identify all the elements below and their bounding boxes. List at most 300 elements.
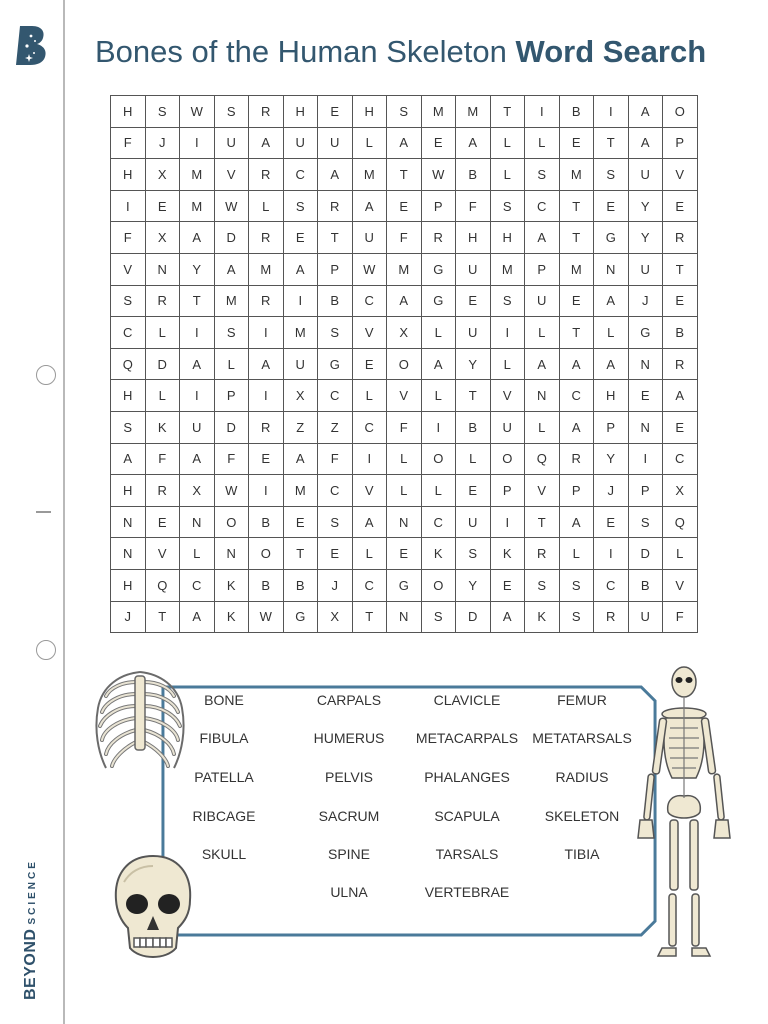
word-list-item: METACARPALS [415, 730, 519, 746]
grid-cell[interactable]: L [490, 127, 525, 159]
grid-cell[interactable]: R [421, 222, 456, 254]
grid-cell[interactable]: T [490, 96, 525, 128]
grid-cell[interactable]: R [249, 96, 284, 128]
binder-hole [36, 640, 56, 660]
grid-cell[interactable]: D [214, 222, 249, 254]
grid-cell[interactable]: E [387, 538, 422, 570]
grid-cell[interactable]: O [663, 96, 698, 128]
grid-cell[interactable]: U [214, 127, 249, 159]
grid-cell[interactable]: B [663, 317, 698, 349]
grid-cell[interactable]: E [421, 127, 456, 159]
grid-cell[interactable]: I [111, 190, 146, 222]
grid-cell[interactable]: G [283, 601, 318, 633]
grid-cell[interactable]: M [180, 190, 215, 222]
grid-cell[interactable]: A [628, 127, 663, 159]
grid-cell[interactable]: F [214, 443, 249, 475]
grid-cell[interactable]: A [352, 506, 387, 538]
grid-cell[interactable]: W [214, 190, 249, 222]
grid-cell[interactable]: E [594, 506, 629, 538]
grid-cell[interactable]: N [145, 253, 180, 285]
grid-cell[interactable]: O [387, 348, 422, 380]
grid-cell[interactable]: V [352, 475, 387, 507]
grid-cell[interactable]: B [249, 506, 284, 538]
grid-cell[interactable]: F [663, 601, 698, 633]
grid-cell[interactable]: F [318, 443, 353, 475]
grid-cell[interactable]: E [663, 285, 698, 317]
grid-cell[interactable]: K [490, 538, 525, 570]
grid-cell[interactable]: E [559, 127, 594, 159]
grid-cell[interactable]: O [490, 443, 525, 475]
grid-cell[interactable]: L [387, 443, 422, 475]
grid-cell[interactable]: B [318, 285, 353, 317]
grid-cell[interactable]: D [456, 601, 491, 633]
grid-cell[interactable]: A [525, 222, 560, 254]
grid-cell[interactable]: T [387, 159, 422, 191]
grid-cell[interactable]: J [318, 569, 353, 601]
grid-cell[interactable]: P [214, 380, 249, 412]
grid-cell[interactable]: H [111, 475, 146, 507]
grid-cell[interactable]: A [628, 96, 663, 128]
grid-cell[interactable]: A [249, 127, 284, 159]
grid-cell[interactable]: L [352, 380, 387, 412]
grid-cell[interactable]: I [490, 506, 525, 538]
grid-cell[interactable]: A [283, 253, 318, 285]
grid-cell[interactable]: C [318, 475, 353, 507]
page-title [95, 34, 706, 70]
grid-cell[interactable]: M [283, 475, 318, 507]
grid-cell[interactable]: B [559, 96, 594, 128]
grid-cell[interactable]: V [663, 569, 698, 601]
grid-cell[interactable]: A [456, 127, 491, 159]
grid-cell[interactable]: Y [456, 348, 491, 380]
grid-cell[interactable]: A [318, 159, 353, 191]
grid-cell[interactable]: O [421, 443, 456, 475]
grid-cell[interactable]: A [421, 348, 456, 380]
grid-cell[interactable]: O [214, 506, 249, 538]
grid-cell[interactable]: L [525, 127, 560, 159]
grid-cell[interactable]: X [387, 317, 422, 349]
grid-cell[interactable]: C [594, 569, 629, 601]
grid-cell[interactable]: L [663, 538, 698, 570]
grid-cell[interactable]: S [456, 538, 491, 570]
grid-cell[interactable]: T [352, 601, 387, 633]
grid-cell[interactable]: A [525, 348, 560, 380]
grid-cell[interactable]: L [145, 317, 180, 349]
grid-cell[interactable]: E [663, 190, 698, 222]
grid-cell[interactable]: G [387, 569, 422, 601]
grid-cell[interactable]: G [421, 285, 456, 317]
grid-cell[interactable]: B [456, 411, 491, 443]
grid-cell[interactable]: C [180, 569, 215, 601]
grid-cell[interactable]: N [594, 253, 629, 285]
grid-cell[interactable]: R [145, 475, 180, 507]
word-list-item: SKELETON [544, 808, 620, 824]
grid-cell[interactable]: M [387, 253, 422, 285]
grid-cell[interactable]: S [283, 190, 318, 222]
grid-cell[interactable]: E [387, 190, 422, 222]
grid-cell[interactable]: E [559, 285, 594, 317]
grid-cell[interactable]: X [318, 601, 353, 633]
grid-cell[interactable]: T [180, 285, 215, 317]
grid-cell[interactable]: A [663, 380, 698, 412]
grid-cell[interactable]: Y [594, 443, 629, 475]
grid-cell[interactable]: Y [456, 569, 491, 601]
grid-cell[interactable]: A [180, 222, 215, 254]
grid-cell[interactable]: X [180, 475, 215, 507]
grid-cell[interactable]: A [559, 506, 594, 538]
grid-cell[interactable]: C [663, 443, 698, 475]
grid-cell[interactable]: V [387, 380, 422, 412]
grid-cell[interactable]: P [490, 475, 525, 507]
grid-cell[interactable]: L [594, 317, 629, 349]
grid-cell[interactable]: R [559, 443, 594, 475]
grid-cell[interactable]: C [318, 380, 353, 412]
grid-cell[interactable]: F [456, 190, 491, 222]
grid-cell[interactable]: V [352, 317, 387, 349]
grid-cell[interactable]: M [559, 253, 594, 285]
grid-cell[interactable]: L [352, 127, 387, 159]
grid-cell[interactable]: T [559, 190, 594, 222]
grid-cell[interactable]: H [456, 222, 491, 254]
grid-cell[interactable]: D [145, 348, 180, 380]
grid-cell[interactable]: S [490, 190, 525, 222]
grid-cell[interactable]: U [628, 159, 663, 191]
grid-cell[interactable]: N [525, 380, 560, 412]
grid-row [111, 411, 698, 443]
grid-cell[interactable]: J [111, 601, 146, 633]
grid-cell[interactable]: R [318, 190, 353, 222]
grid-cell[interactable]: C [421, 506, 456, 538]
grid-cell[interactable]: E [663, 411, 698, 443]
grid-cell[interactable]: C [525, 190, 560, 222]
grid-cell[interactable]: K [214, 601, 249, 633]
grid-cell[interactable]: A [387, 127, 422, 159]
grid-cell[interactable]: Y [180, 253, 215, 285]
grid-cell[interactable]: Q [111, 348, 146, 380]
grid-cell[interactable]: R [249, 285, 284, 317]
grid-cell[interactable]: A [249, 348, 284, 380]
grid-cell[interactable]: H [111, 159, 146, 191]
grid-cell[interactable]: P [318, 253, 353, 285]
grid-cell[interactable]: I [180, 317, 215, 349]
grid-cell[interactable]: S [490, 285, 525, 317]
grid-cell[interactable]: Q [525, 443, 560, 475]
grid-cell[interactable]: M [180, 159, 215, 191]
grid-cell[interactable]: O [249, 538, 284, 570]
grid-cell[interactable]: N [628, 348, 663, 380]
grid-cell[interactable]: S [214, 96, 249, 128]
grid-cell[interactable]: S [111, 285, 146, 317]
grid-cell[interactable]: S [594, 159, 629, 191]
grid-cell[interactable]: U [318, 127, 353, 159]
grid-cell[interactable]: J [628, 285, 663, 317]
grid-cell[interactable]: W [421, 159, 456, 191]
grid-cell[interactable]: A [180, 348, 215, 380]
grid-cell[interactable]: C [283, 159, 318, 191]
word-list-item: ULNA [330, 884, 368, 900]
grid-cell[interactable]: A [559, 411, 594, 443]
grid-cell[interactable]: I [490, 317, 525, 349]
grid-cell[interactable]: M [490, 253, 525, 285]
grid-cell[interactable]: L [421, 317, 456, 349]
grid-cell[interactable]: T [318, 222, 353, 254]
grid-cell[interactable]: X [663, 475, 698, 507]
grid-cell[interactable]: L [421, 380, 456, 412]
grid-cell[interactable]: L [387, 475, 422, 507]
grid-cell[interactable]: S [559, 569, 594, 601]
grid-cell[interactable]: U [490, 411, 525, 443]
grid-cell[interactable]: N [214, 538, 249, 570]
grid-cell[interactable]: L [180, 538, 215, 570]
grid-cell[interactable]: V [663, 159, 698, 191]
grid-cell[interactable]: D [628, 538, 663, 570]
grid-cell[interactable]: E [352, 348, 387, 380]
grid-cell[interactable]: P [594, 411, 629, 443]
grid-cell[interactable]: C [559, 380, 594, 412]
grid-cell[interactable]: S [214, 317, 249, 349]
grid-cell[interactable]: H [352, 96, 387, 128]
grid-cell[interactable]: S [525, 159, 560, 191]
grid-cell[interactable]: F [145, 443, 180, 475]
grid-cell[interactable]: I [352, 443, 387, 475]
grid-cell[interactable]: N [387, 506, 422, 538]
grid-cell[interactable]: A [111, 443, 146, 475]
grid-cell[interactable]: Y [628, 222, 663, 254]
grid-cell[interactable]: I [594, 96, 629, 128]
grid-cell[interactable]: I [594, 538, 629, 570]
grid-cell[interactable]: Y [628, 190, 663, 222]
grid-cell[interactable]: I [283, 285, 318, 317]
grid-cell[interactable]: P [525, 253, 560, 285]
grid-cell[interactable]: M [283, 317, 318, 349]
grid-cell[interactable]: R [663, 222, 698, 254]
grid-cell[interactable]: E [628, 380, 663, 412]
grid-cell[interactable]: K [214, 569, 249, 601]
grid-cell[interactable]: Q [663, 506, 698, 538]
grid-cell[interactable]: N [387, 601, 422, 633]
grid-cell[interactable]: M [352, 159, 387, 191]
grid-cell[interactable]: U [628, 601, 663, 633]
grid-cell[interactable]: T [594, 127, 629, 159]
grid-cell[interactable]: U [525, 285, 560, 317]
grid-cell[interactable]: W [180, 96, 215, 128]
grid-cell[interactable]: N [111, 506, 146, 538]
grid-cell[interactable]: A [283, 443, 318, 475]
grid-cell[interactable]: L [490, 159, 525, 191]
word-list-item: SCAPULA [434, 808, 500, 824]
grid-cell[interactable]: R [249, 222, 284, 254]
grid-cell[interactable]: U [283, 348, 318, 380]
grid-cell[interactable]: C [352, 569, 387, 601]
grid-cell[interactable]: F [387, 411, 422, 443]
grid-cell[interactable]: K [525, 601, 560, 633]
grid-cell[interactable]: A [387, 285, 422, 317]
grid-cell[interactable]: L [145, 380, 180, 412]
grid-cell[interactable]: V [111, 253, 146, 285]
grid-cell[interactable]: T [559, 317, 594, 349]
grid-cell[interactable]: S [525, 569, 560, 601]
grid-cell[interactable]: K [145, 411, 180, 443]
grid-cell[interactable]: E [249, 443, 284, 475]
grid-cell[interactable]: U [352, 222, 387, 254]
grid-cell[interactable]: N [111, 538, 146, 570]
grid-cell[interactable]: C [352, 411, 387, 443]
grid-cell[interactable]: U [456, 253, 491, 285]
grid-cell[interactable]: H [283, 96, 318, 128]
grid-cell[interactable]: N [628, 411, 663, 443]
grid-cell[interactable]: L [249, 190, 284, 222]
grid-cell[interactable]: U [180, 411, 215, 443]
brand-main: BEYOND [22, 928, 39, 1000]
grid-cell[interactable]: S [145, 96, 180, 128]
grid-cell[interactable]: W [214, 475, 249, 507]
grid-cell[interactable]: H [111, 569, 146, 601]
grid-cell[interactable]: R [145, 285, 180, 317]
grid-cell[interactable]: E [145, 506, 180, 538]
grid-cell[interactable]: S [559, 601, 594, 633]
grid-cell[interactable]: T [145, 601, 180, 633]
grid-cell[interactable]: E [594, 190, 629, 222]
grid-cell[interactable]: W [249, 601, 284, 633]
grid-cell[interactable]: G [628, 317, 663, 349]
grid-cell[interactable]: I [249, 475, 284, 507]
grid-cell[interactable]: S [318, 506, 353, 538]
grid-cell[interactable]: W [352, 253, 387, 285]
grid-cell[interactable]: L [525, 411, 560, 443]
grid-cell[interactable]: H [490, 222, 525, 254]
grid-cell[interactable]: Z [318, 411, 353, 443]
grid-cell[interactable]: A [594, 348, 629, 380]
grid-cell[interactable]: X [283, 380, 318, 412]
grid-cell[interactable]: Z [283, 411, 318, 443]
grid-cell[interactable]: M [214, 285, 249, 317]
grid-cell[interactable]: L [352, 538, 387, 570]
word-search-grid [110, 95, 698, 633]
grid-cell[interactable]: B [283, 569, 318, 601]
grid-cell[interactable]: A [214, 253, 249, 285]
grid-cell[interactable]: R [663, 348, 698, 380]
grid-cell[interactable]: U [456, 506, 491, 538]
grid-cell[interactable]: S [318, 317, 353, 349]
grid-cell[interactable]: E [456, 475, 491, 507]
grid-cell[interactable]: T [559, 222, 594, 254]
grid-cell[interactable]: X [145, 222, 180, 254]
grid-cell[interactable]: I [525, 96, 560, 128]
grid-cell[interactable]: B [456, 159, 491, 191]
grid-cell[interactable]: U [628, 253, 663, 285]
grid-cell[interactable]: L [421, 475, 456, 507]
grid-cell[interactable]: M [559, 159, 594, 191]
grid-cell[interactable]: L [525, 317, 560, 349]
grid-cell[interactable]: L [490, 348, 525, 380]
grid-cell[interactable]: H [111, 96, 146, 128]
grid-cell[interactable]: C [111, 317, 146, 349]
grid-cell[interactable]: L [214, 348, 249, 380]
grid-cell[interactable]: V [490, 380, 525, 412]
grid-cell[interactable]: S [387, 96, 422, 128]
grid-cell[interactable]: O [421, 569, 456, 601]
grid-cell[interactable]: F [111, 222, 146, 254]
grid-cell[interactable]: R [525, 538, 560, 570]
grid-cell[interactable]: M [249, 253, 284, 285]
grid-cell[interactable]: L [456, 443, 491, 475]
grid-cell[interactable]: E [490, 569, 525, 601]
grid-cell[interactable]: J [594, 475, 629, 507]
grid-cell[interactable]: V [525, 475, 560, 507]
grid-cell[interactable]: T [663, 253, 698, 285]
grid-cell[interactable]: E [145, 190, 180, 222]
grid-cell[interactable]: H [111, 380, 146, 412]
grid-cell[interactable]: I [249, 380, 284, 412]
grid-cell[interactable]: A [594, 285, 629, 317]
grid-cell[interactable]: E [318, 538, 353, 570]
grid-cell[interactable]: A [490, 601, 525, 633]
grid-cell[interactable]: A [180, 601, 215, 633]
grid-cell[interactable]: A [180, 443, 215, 475]
grid-cell[interactable]: L [559, 538, 594, 570]
grid-cell[interactable]: I [628, 443, 663, 475]
grid-cell[interactable]: F [111, 127, 146, 159]
grid-cell[interactable]: T [525, 506, 560, 538]
grid-cell[interactable]: G [421, 253, 456, 285]
grid-cell[interactable]: D [214, 411, 249, 443]
grid-cell[interactable]: U [283, 127, 318, 159]
grid-cell[interactable]: E [283, 506, 318, 538]
grid-cell[interactable]: J [145, 127, 180, 159]
grid-row [111, 475, 698, 507]
grid-cell[interactable]: M [456, 96, 491, 128]
grid-cell[interactable]: P [628, 475, 663, 507]
grid-cell[interactable]: M [421, 96, 456, 128]
grid-cell[interactable]: A [352, 190, 387, 222]
grid-cell[interactable]: B [628, 569, 663, 601]
grid-cell[interactable]: X [145, 159, 180, 191]
grid-cell[interactable]: C [352, 285, 387, 317]
grid-cell[interactable]: F [387, 222, 422, 254]
grid-cell[interactable]: I [421, 411, 456, 443]
grid-cell[interactable]: R [249, 411, 284, 443]
grid-cell[interactable]: I [180, 127, 215, 159]
grid-cell[interactable]: R [249, 159, 284, 191]
grid-cell[interactable]: T [283, 538, 318, 570]
grid-cell[interactable]: P [421, 190, 456, 222]
grid-cell[interactable]: Q [145, 569, 180, 601]
grid-cell[interactable]: V [145, 538, 180, 570]
grid-cell[interactable]: E [318, 96, 353, 128]
grid-cell[interactable]: P [559, 475, 594, 507]
grid-cell[interactable]: B [249, 569, 284, 601]
grid-cell[interactable]: E [456, 285, 491, 317]
grid-cell[interactable]: S [628, 506, 663, 538]
grid-cell[interactable]: A [559, 348, 594, 380]
grid-cell[interactable]: E [283, 222, 318, 254]
grid-cell[interactable]: T [456, 380, 491, 412]
title-bold: Word Search [515, 34, 707, 69]
grid-cell[interactable]: N [180, 506, 215, 538]
grid-cell[interactable]: S [421, 601, 456, 633]
grid-cell[interactable]: K [421, 538, 456, 570]
grid-cell[interactable]: I [249, 317, 284, 349]
grid-cell[interactable]: U [456, 317, 491, 349]
grid-cell[interactable]: S [111, 411, 146, 443]
grid-cell[interactable]: P [663, 127, 698, 159]
grid-cell[interactable]: G [594, 222, 629, 254]
grid-cell[interactable]: V [214, 159, 249, 191]
grid-cell[interactable]: H [594, 380, 629, 412]
grid-cell[interactable]: I [180, 380, 215, 412]
grid-cell[interactable]: G [318, 348, 353, 380]
grid-cell[interactable]: R [594, 601, 629, 633]
